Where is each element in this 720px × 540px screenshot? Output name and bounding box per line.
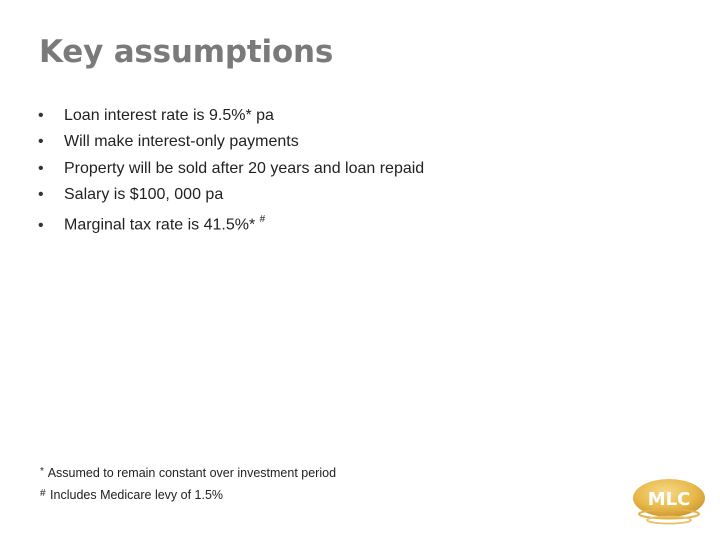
bullet-icon: •	[38, 216, 44, 234]
bullet-text: Property will be sold after 20 years and loan repaid	[64, 159, 425, 177]
bullet-icon: •	[38, 185, 44, 203]
bullet-icon: •	[38, 107, 44, 124]
footnote-text: Includes Medicare levy of 1.5%	[46, 488, 224, 502]
bullet-text: Loan interest rate is 9.5%* pa	[64, 107, 274, 124]
footnotes	[40, 461, 336, 505]
list-item	[38, 103, 424, 129]
footnote	[40, 483, 336, 505]
bullet-icon: •	[38, 159, 44, 177]
footnote-text: Assumed to remain constant over investment period	[44, 466, 337, 480]
bullet-text: Salary is $100, 000 pa	[64, 185, 224, 203]
list-item	[38, 182, 424, 208]
list-item	[38, 156, 424, 182]
bullet-text: Will make interest-only payments	[64, 133, 299, 151]
footnote-mark: #	[40, 488, 46, 499]
assumptions-list	[38, 103, 424, 234]
mlc-logo-icon	[629, 468, 709, 526]
footnote	[40, 461, 336, 483]
footnote-mark: #	[259, 214, 266, 226]
bullet-text: Marginal tax rate is 41.5%*	[64, 216, 260, 234]
footnote-mark: *	[40, 466, 44, 477]
list-item	[38, 129, 424, 155]
list-item	[38, 208, 424, 234]
logo-text: MLC	[647, 489, 691, 510]
bullet-icon: •	[38, 133, 44, 151]
slide-title: Key assumptions	[39, 34, 334, 70]
